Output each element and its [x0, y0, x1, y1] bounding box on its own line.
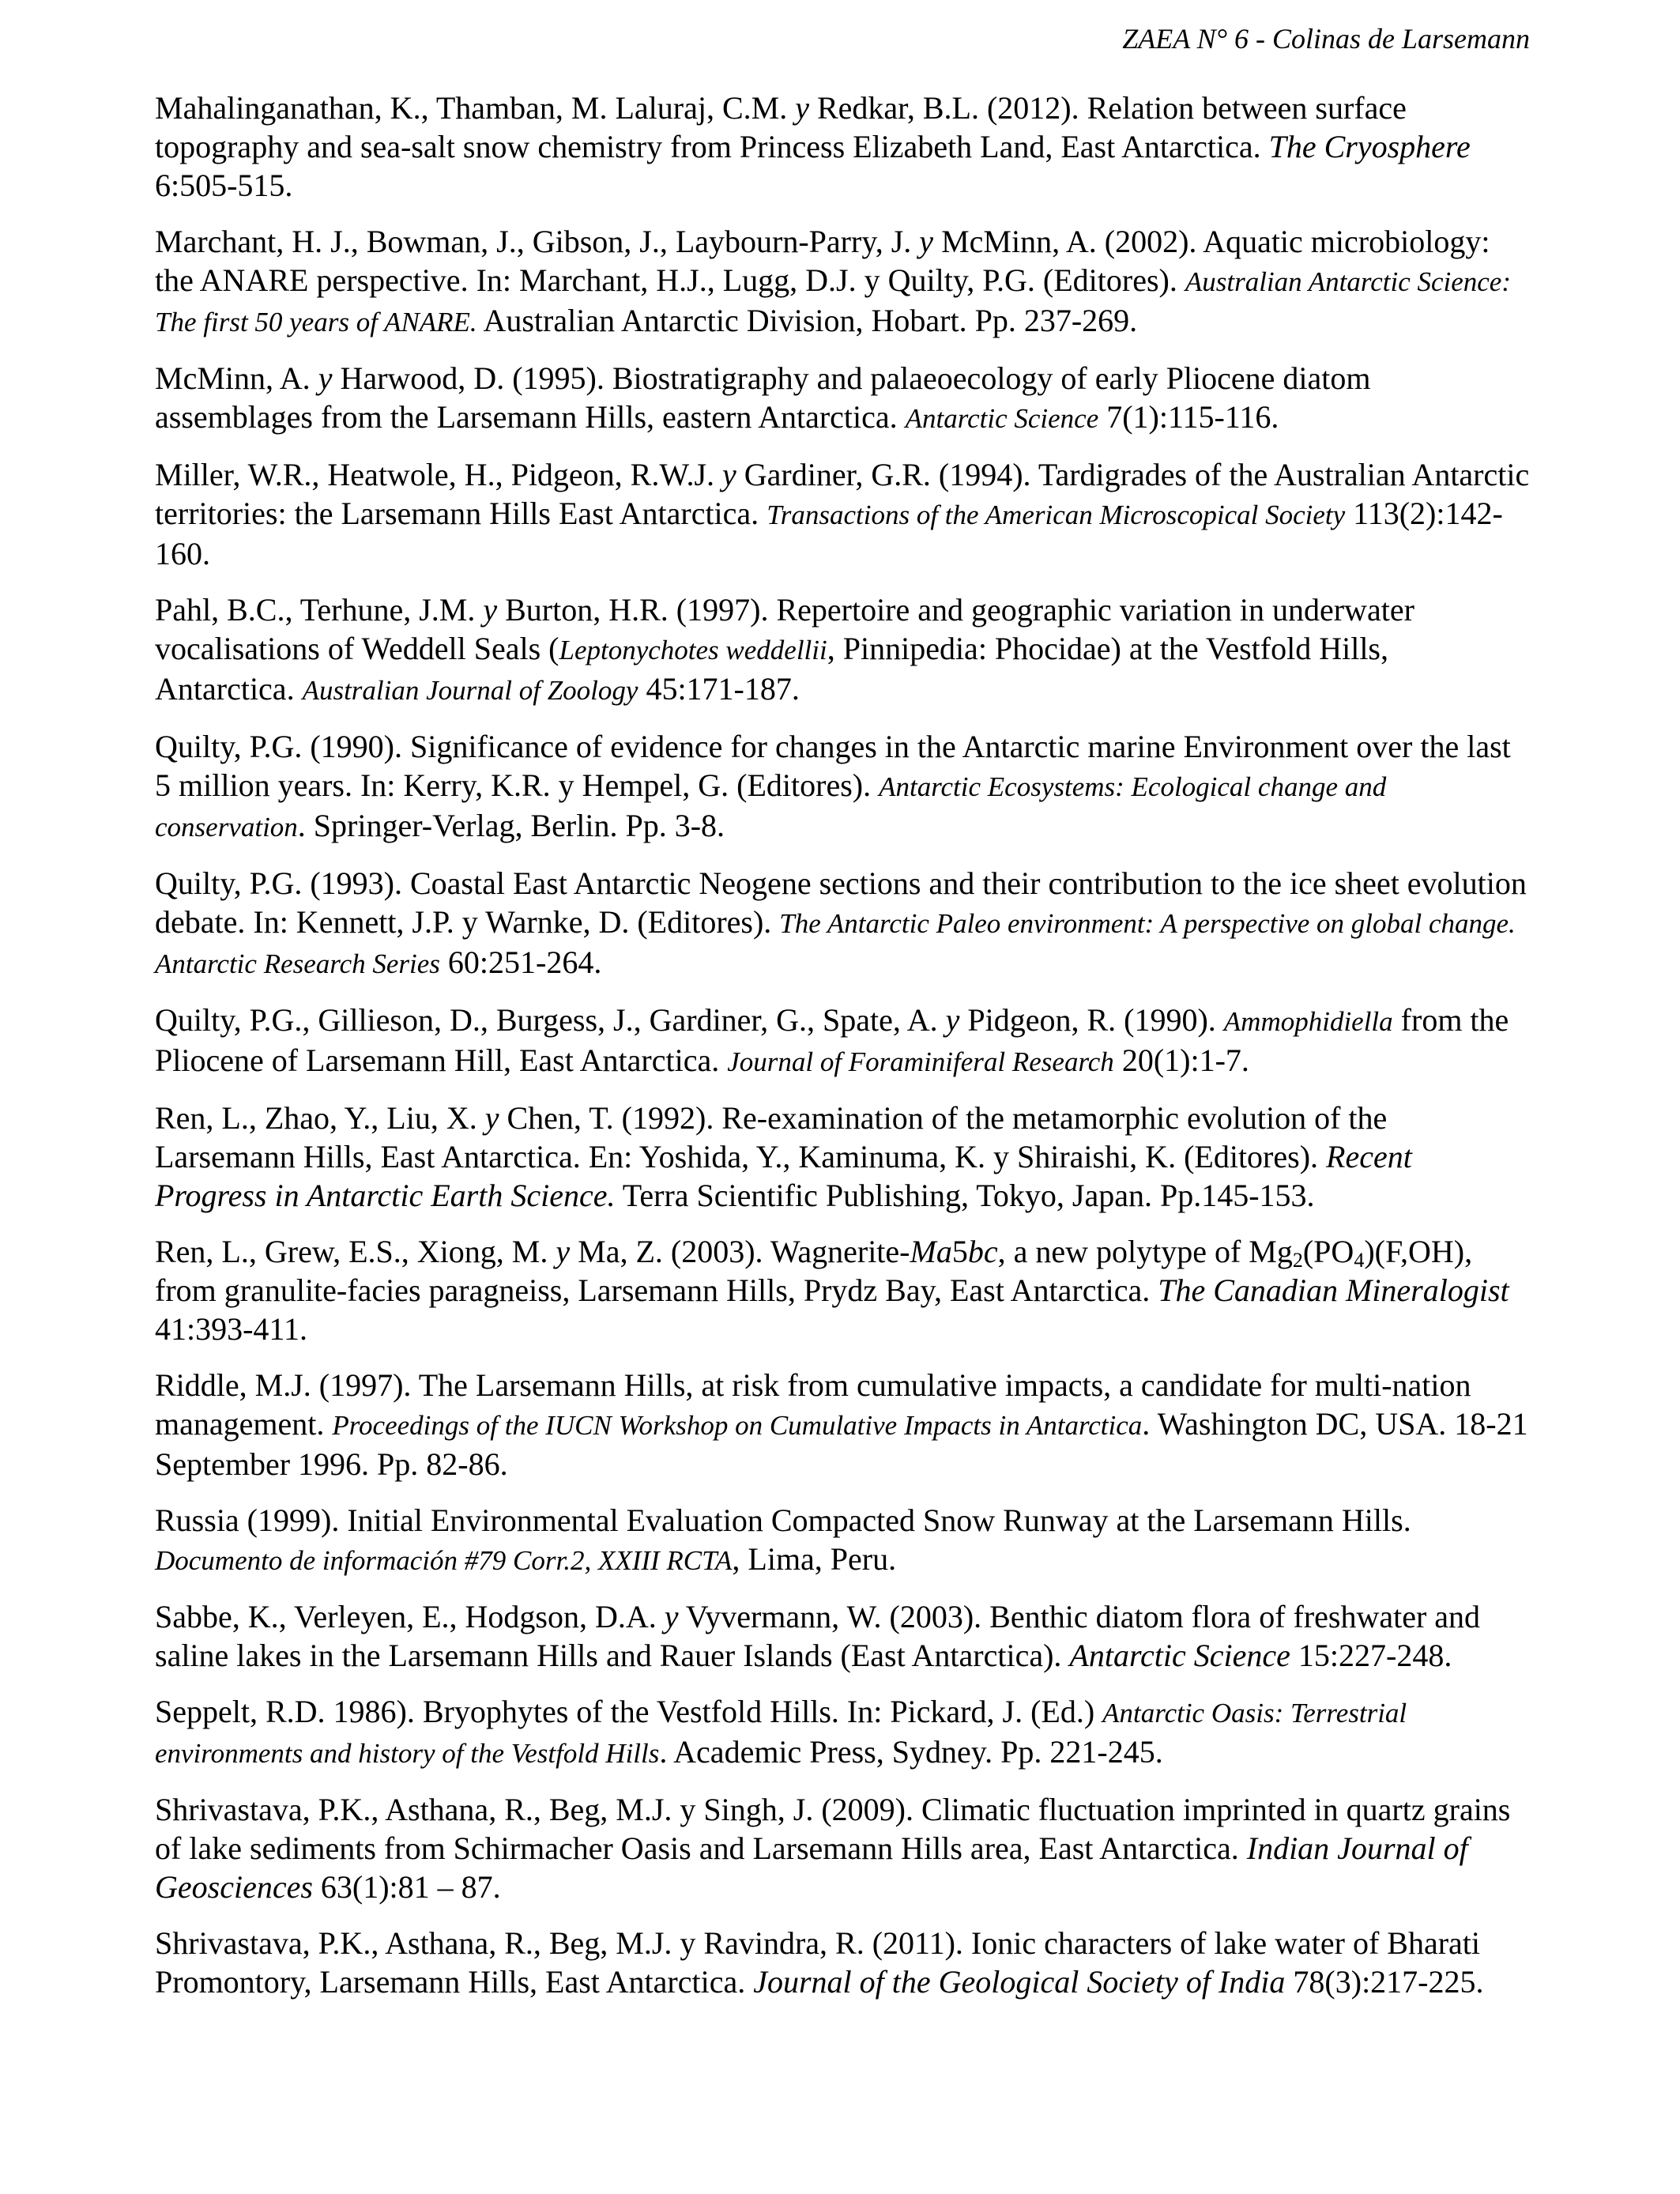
- ref-journal: Recent Progress in Antarctic Earth Science.: [155, 1139, 1412, 1213]
- ref-journal: Documento de información #79 Corr.2, XXIII RCTA: [155, 1545, 733, 1576]
- ref-conjunction: y: [483, 592, 498, 628]
- reference-entry: [155, 590, 1530, 710]
- ref-journal: Australian Antarctic Science: The first 50 years of ANARE.: [155, 266, 1511, 337]
- ref-text: Ma, Z. (2003). Wagnerite-: [570, 1234, 910, 1269]
- ref-citation: 78(3):217-225.: [1285, 1964, 1484, 2000]
- ref-citation: 60:251-264.: [439, 944, 602, 980]
- ref-journal: The Antarctic Paleo environment: A perspective on global change. Antarctic Research Series: [155, 908, 1516, 979]
- ref-authors: Quilty, P.G., Gillieson, D., Burgess, J., Gardiner, G., Spate, A.: [155, 1002, 946, 1038]
- ref-citation: Terra Scientific Publishing, Tokyo, Japan. Pp.145-153.: [615, 1178, 1315, 1213]
- ref-authors: Miller, W.R., Heatwole, H., Pidgeon, R.W.J.: [155, 457, 723, 492]
- ref-text: Harwood, D. (1995). Biostratigraphy and palaeoecology of early Pliocene diatom assemblages from the Larsemann Hills, eastern Antarctica.: [155, 360, 1371, 435]
- ref-text: Gardiner, G.R. (1994). Tardigrades of the Australian Antarctic territories: the Larsemann Hills East Antarctica.: [155, 457, 1530, 531]
- reference-entry: [155, 89, 1530, 205]
- ref-journal: Antarctic Science: [1069, 1638, 1290, 1673]
- ref-authors: Ren, L., Zhao, Y., Liu, X.: [155, 1100, 485, 1136]
- ref-text: Seppelt, R.D. 1986). Bryophytes of the Vestfold Hills. In: Pickard, J. (Ed.): [155, 1694, 1103, 1729]
- ref-conjunction: y: [484, 1100, 499, 1136]
- reference-entry: [155, 1924, 1530, 2001]
- reference-entry: [155, 1099, 1530, 1215]
- reference-entry: [155, 1692, 1530, 1773]
- reference-entry: [155, 727, 1530, 846]
- ref-conjunction: y: [722, 457, 736, 492]
- reference-entry: [155, 1790, 1530, 1906]
- reference-entry: [155, 1366, 1530, 1483]
- ref-mineral-suffix: bc: [967, 1234, 998, 1269]
- ref-text: Shrivastava, P.K., Asthana, R., Beg, M.J. y Singh, J. (2009). Climatic fluctuation imprinted in quartz grains of lake sediments from Schirmacher Oasis and Larsemann Hills area, East Antarctica.: [155, 1792, 1511, 1866]
- ref-text: from the Pliocene of Larsemann Hill, East Antarctica.: [155, 1002, 1509, 1078]
- ref-citation: 20(1):1-7.: [1113, 1042, 1249, 1078]
- reference-entry: [155, 359, 1530, 438]
- ref-citation: 15:227-248.: [1290, 1638, 1452, 1673]
- reference-entry: [155, 864, 1530, 983]
- ref-conjunction: y: [919, 224, 934, 259]
- ref-text: Riddle, M.J. (1997). The Larsemann Hills, at risk from cumulative impacts, a candidate for multi-nation management.: [155, 1367, 1471, 1442]
- ref-text: )(F,OH), from granulite-facies paragneiss, Larsemann Hills, Prydz Bay, East Antarctica.: [155, 1234, 1473, 1308]
- ref-journal: Indian Journal of Geosciences: [155, 1830, 1468, 1905]
- ref-journal: Journal of the Geological Society of India: [753, 1964, 1286, 2000]
- ref-conjunction: y: [318, 360, 333, 396]
- ref-authors: McMinn, A.: [155, 360, 318, 396]
- ref-citation: . Washington DC, USA. 18-21 September 1996. Pp. 82-86.: [155, 1406, 1528, 1482]
- ref-citation: , Lima, Peru.: [732, 1541, 897, 1577]
- ref-text: Shrivastava, P.K., Asthana, R., Beg, M.J. y Ravindra, R. (2011). Ionic characters of lake water of Bharati Promontory, Larsemann Hills, East Antarctica.: [155, 1925, 1480, 2000]
- ref-citation: . Academic Press, Sydney. Pp. 221-245.: [659, 1734, 1163, 1770]
- ref-authors: Sabbe, K., Verleyen, E., Hodgson, D.A.: [155, 1599, 665, 1634]
- reference-entry: [155, 1232, 1530, 1348]
- ref-citation: 45:171-187.: [638, 671, 800, 707]
- ref-subscript: 4: [1354, 1249, 1365, 1272]
- ref-citation: . Springer-Verlag, Berlin. Pp. 3-8.: [297, 808, 725, 843]
- ref-text: (PO: [1302, 1234, 1354, 1269]
- ref-authors: Pahl, B.C., Terhune, J.M.: [155, 592, 484, 628]
- ref-subscript: 2: [1292, 1249, 1303, 1272]
- ref-journal: Antarctic Ecosystems: Ecological change and conservation: [155, 771, 1387, 843]
- ref-authors: Marchant, H. J., Bowman, J., Gibson, J., Laybourn-Parry, J.: [155, 224, 920, 259]
- ref-journal: The Cryosphere: [1268, 129, 1471, 164]
- ref-text: Redkar, B.L. (2012). Relation between surface topography and sea-salt snow chemistry from Princess Elizabeth Land, East Antarctica.: [155, 90, 1407, 164]
- ref-authors: Mahalinganathan, K., Thamban, M. Laluraj, C.M.: [155, 90, 796, 126]
- ref-citation: 6:505-515.: [155, 168, 293, 203]
- reference-entry: [155, 1597, 1530, 1675]
- ref-conjunction: y: [664, 1599, 679, 1634]
- ref-authors: Ren, L., Grew, E.S., Xiong, M.: [155, 1234, 556, 1269]
- ref-text: Pidgeon, R. (1990).: [959, 1002, 1224, 1038]
- ref-citation: Australian Antarctic Division, Hobart. Pp. 237-269.: [477, 303, 1138, 338]
- ref-conjunction: y: [795, 90, 809, 126]
- running-header: ZAEA N° 6 - Colinas de Larsemann: [1122, 23, 1530, 55]
- reference-entry: [155, 1501, 1530, 1580]
- ref-citation: 113(2):142-160.: [155, 496, 1503, 571]
- ref-journal: Antarctic Oasis: Terrestrial environments and history of the Vestfold Hills: [155, 1698, 1407, 1769]
- ref-text: Burton, H.R. (1997). Repertoire and geographic variation in underwater vocalisations of Weddell Seals (: [155, 592, 1414, 666]
- ref-text: Quilty, P.G. (1990). Significance of evidence for changes in the Antarctic marine Environment over the last 5 million years. In: Kerry, K.R. y Hempel, G. (Editores).: [155, 729, 1511, 803]
- ref-text: Chen, T. (1992). Re-examination of the metamorphic evolution of the Larsemann Hills, East Antarctica. En: Yoshida, Y., Kaminuma, K. y Shiraishi, K. (Editores).: [155, 1100, 1388, 1174]
- reference-entry: [155, 222, 1530, 341]
- ref-journal: Australian Journal of Zoology: [302, 675, 638, 706]
- ref-taxon-name: Ammophidiella: [1223, 1006, 1393, 1037]
- ref-text: Quilty, P.G. (1993). Coastal East Antarctic Neogene sections and their contribution to the ice sheet evolution debate. In: Kennett, J.P. y Warnke, D. (Editores).: [155, 865, 1527, 940]
- ref-citation: 7(1):115-116.: [1098, 399, 1279, 435]
- reference-list: [155, 89, 1530, 2019]
- ref-text: Vyvermann, W. (2003). Benthic diatom flora of freshwater and saline lakes in the Larsemann Hills and Rauer Islands (East Antarctica).: [155, 1599, 1481, 1673]
- ref-mineral-number: 5: [951, 1234, 968, 1269]
- ref-citation: 63(1):81 – 87.: [312, 1869, 501, 1905]
- ref-journal: Journal of Foraminiferal Research: [727, 1046, 1114, 1077]
- ref-journal: Proceedings of the IUCN Workshop on Cumulative Impacts in Antarctica: [332, 1410, 1143, 1441]
- ref-journal: The Canadian Mineralogist: [1158, 1272, 1509, 1308]
- ref-mineral-name: Ma: [910, 1234, 952, 1269]
- ref-journal: Antarctic Science: [905, 403, 1099, 434]
- ref-text: McMinn, A. (2002). Aquatic microbiology: the ANARE perspective. In: Marchant, H.J., Lugg, D.J. y Quilty, P.G. (Editores).: [155, 224, 1490, 298]
- ref-journal: Transactions of the American Microscopical Society: [767, 499, 1346, 530]
- reference-entry: [155, 455, 1530, 573]
- ref-text: , Pinnipedia: Phocidae) at the Vestfold Hills, Antarctica.: [155, 631, 1388, 707]
- ref-text: , a new polytype of Mg: [997, 1234, 1293, 1269]
- ref-conjunction: y: [945, 1002, 960, 1038]
- ref-species-name: Leptonychotes weddellii: [559, 635, 827, 665]
- reference-entry: [155, 1001, 1530, 1081]
- ref-citation: 41:393-411.: [155, 1311, 307, 1347]
- ref-conjunction: y: [556, 1234, 571, 1269]
- ref-text: Russia (1999). Initial Environmental Evaluation Compacted Snow Runway at the Larsemann Hills.: [155, 1502, 1411, 1538]
